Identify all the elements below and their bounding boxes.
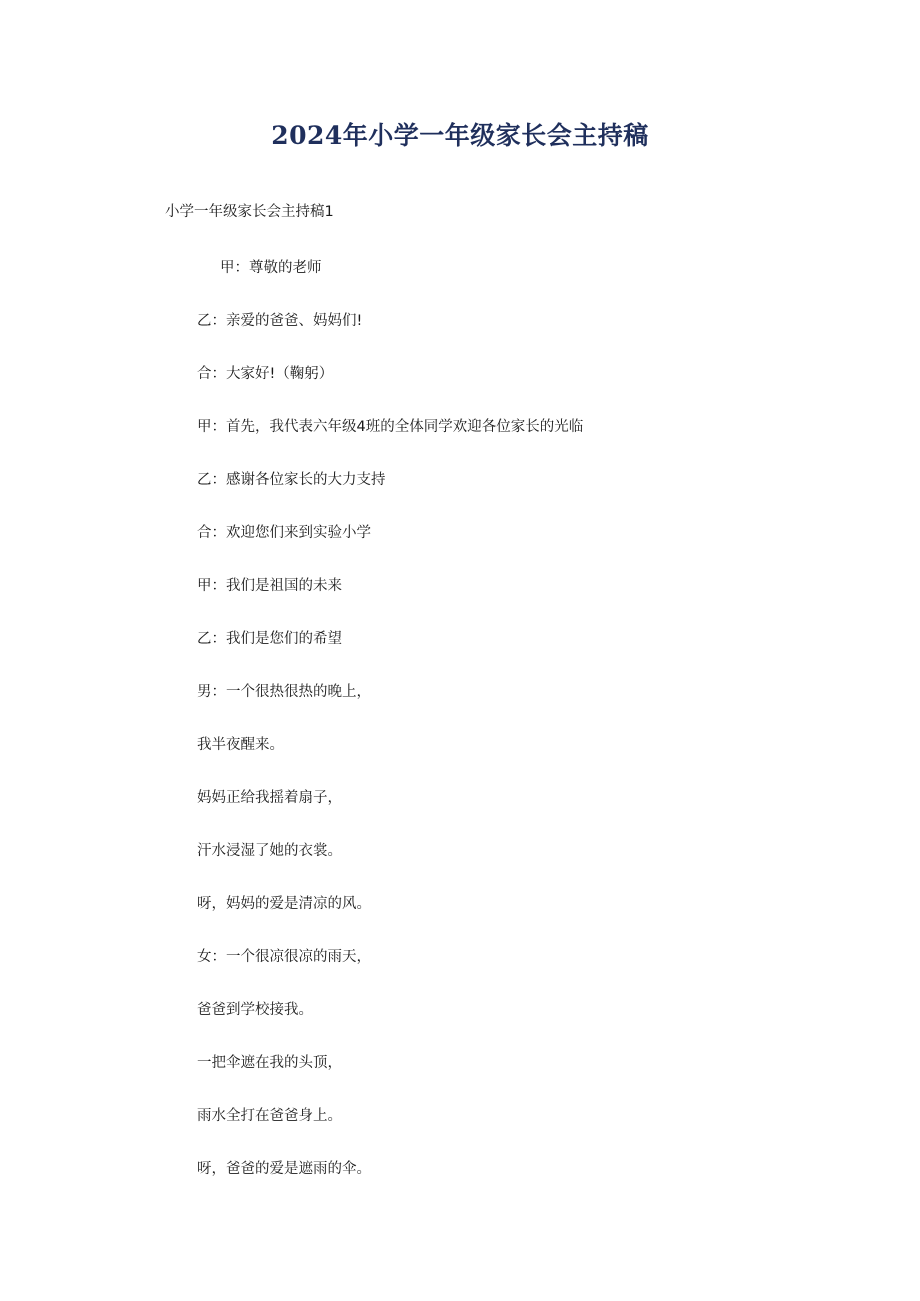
script-line: 我半夜醒来。 <box>197 737 284 753</box>
script-line: 甲：首先，我代表六年级4班的全体同学欢迎各位家长的光临 <box>197 419 584 435</box>
script-line: 甲：我们是祖国的未来 <box>197 578 342 594</box>
script-line: 雨水全打在爸爸身上。 <box>197 1108 342 1124</box>
script-line: 乙：亲爱的爸爸、妈妈们! <box>197 313 363 329</box>
script-line: 呀，妈妈的爱是清凉的风。 <box>197 896 371 912</box>
script-line: 一把伞遮在我的头顶， <box>197 1055 342 1071</box>
script-line: 乙：我们是您们的希望 <box>197 631 342 647</box>
section-heading: 小学一年级家长会主持稿1 <box>165 204 334 220</box>
script-line: 妈妈正给我摇着扇子， <box>197 790 342 806</box>
script-line: 爸爸到学校接我。 <box>197 1002 313 1018</box>
script-line: 汗水浸湿了她的衣裳。 <box>197 843 342 859</box>
script-line: 乙：感谢各位家长的大力支持 <box>197 472 386 488</box>
script-line: 合：欢迎您们来到实验小学 <box>197 525 371 541</box>
script-line: 男：一个很热很热的晚上， <box>197 684 371 700</box>
script-line: 合：大家好!（鞠躬） <box>197 366 334 382</box>
script-line: 女：一个很凉很凉的雨天， <box>197 949 371 965</box>
script-line: 呀，爸爸的爱是遮雨的伞。 <box>197 1161 371 1177</box>
script-line: 甲：尊敬的老师 <box>220 260 322 276</box>
document-title: 2024年小学一年级家长会主持稿 <box>271 121 649 150</box>
